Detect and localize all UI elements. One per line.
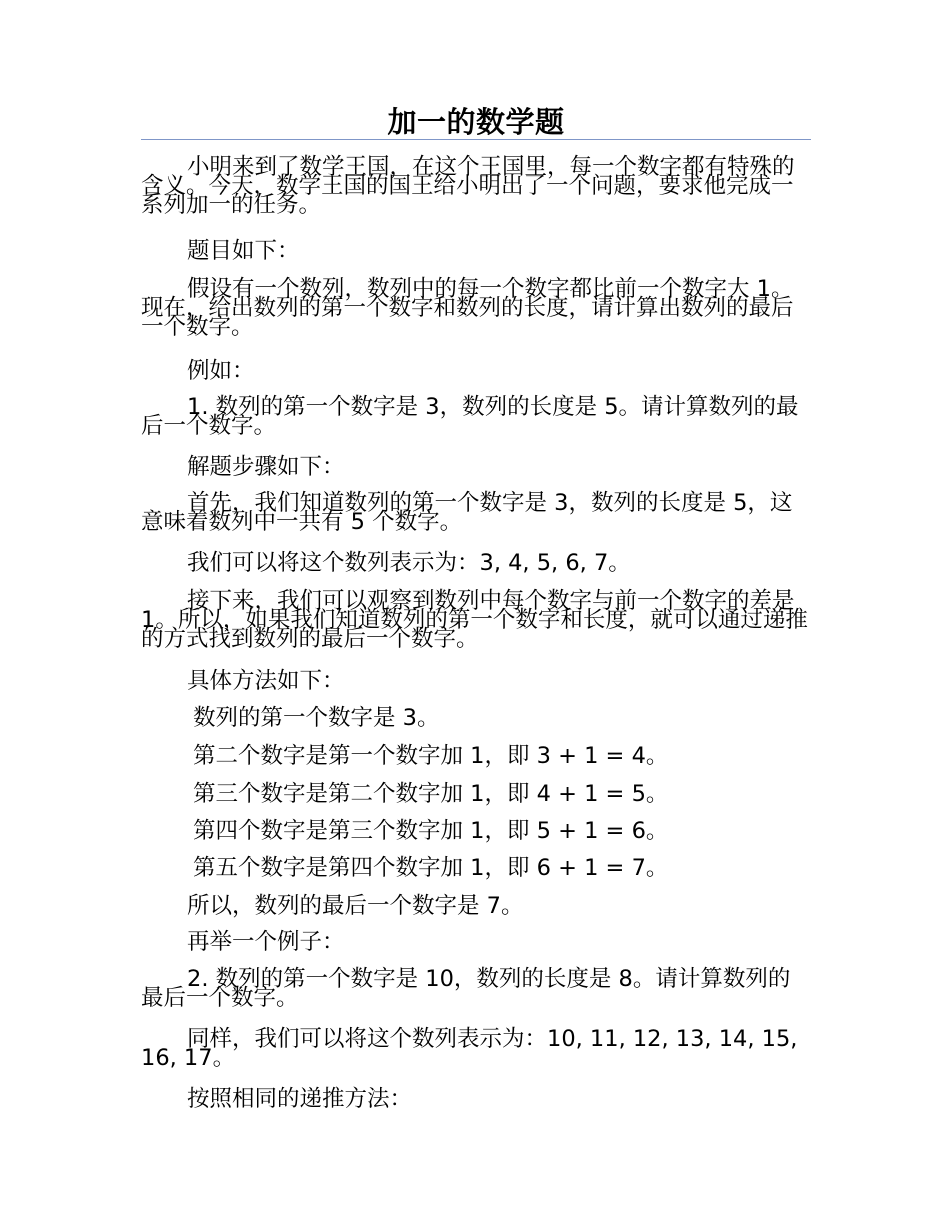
paragraph-question-heading: 题目如下：: [187, 238, 300, 264]
paragraph-next: 接下来，我们可以观察到数列中每个数字与前一个数字的差是 1。所以，如果我们知道数列的第一个数字和长度，就可以通过递推的方式找到数列的最后一个数字。: [141, 588, 808, 652]
paragraph-sequence-2: 同样，我们可以将这个数列表示为：10, 11, 12, 13, 14, 15, 16, 17。: [141, 1026, 798, 1071]
method-step: 第二个数字是第一个数字加 1，即 3 + 1 = 4。: [193, 743, 669, 769]
paragraph-example-2: 2. 数列的第一个数字是 10，数列的长度是 8。请计算数列的最后一个数字。: [141, 966, 791, 1011]
method-step: 第四个数字是第三个数字加 1，即 5 + 1 = 6。: [193, 818, 669, 844]
document-title: 加一的数学题: [387, 105, 565, 139]
paragraph-sequence: 我们可以将这个数列表示为：3, 4, 5, 6, 7。: [187, 550, 631, 576]
method-step: 第五个数字是第四个数字加 1，即 6 + 1 = 7。: [193, 855, 669, 881]
method-step: 数列的第一个数字是 3。: [193, 705, 440, 731]
paragraph-conclusion: 所以，数列的最后一个数字是 7。: [187, 893, 524, 919]
paragraph-problem: 假设有一个数列，数列中的每一个数字都比前一个数字大 1。现在，给出数列的第一个数字和数列的长度，请计算出数列的最后一个数字。: [141, 276, 794, 340]
paragraph-same-method: 按照相同的递推方法：: [187, 1086, 413, 1112]
paragraph-steps-heading: 解题步骤如下：: [187, 454, 345, 480]
paragraph-method-heading: 具体方法如下：: [187, 668, 345, 694]
paragraph-first-step: 首先，我们知道数列的第一个数字是 3，数列的长度是 5，这意味着数列中一共有 5 个数字。: [141, 490, 793, 535]
title-underline: [141, 139, 811, 140]
paragraph-another-example: 再举一个例子：: [187, 929, 345, 955]
paragraph-example-heading: 例如：: [187, 358, 255, 384]
method-step: 第三个数字是第二个数字加 1，即 4 + 1 = 5。: [193, 781, 669, 807]
paragraph-intro: 小明来到了数学王国，在这个王国里，每一个数字都有特殊的含义。今天，数学王国的国王给小明出了一个问题，要求他完成一系列加一的任务。: [141, 154, 795, 218]
paragraph-example-1: 1. 数列的第一个数字是 3，数列的长度是 5。请计算数列的最后一个数字。: [141, 394, 799, 439]
